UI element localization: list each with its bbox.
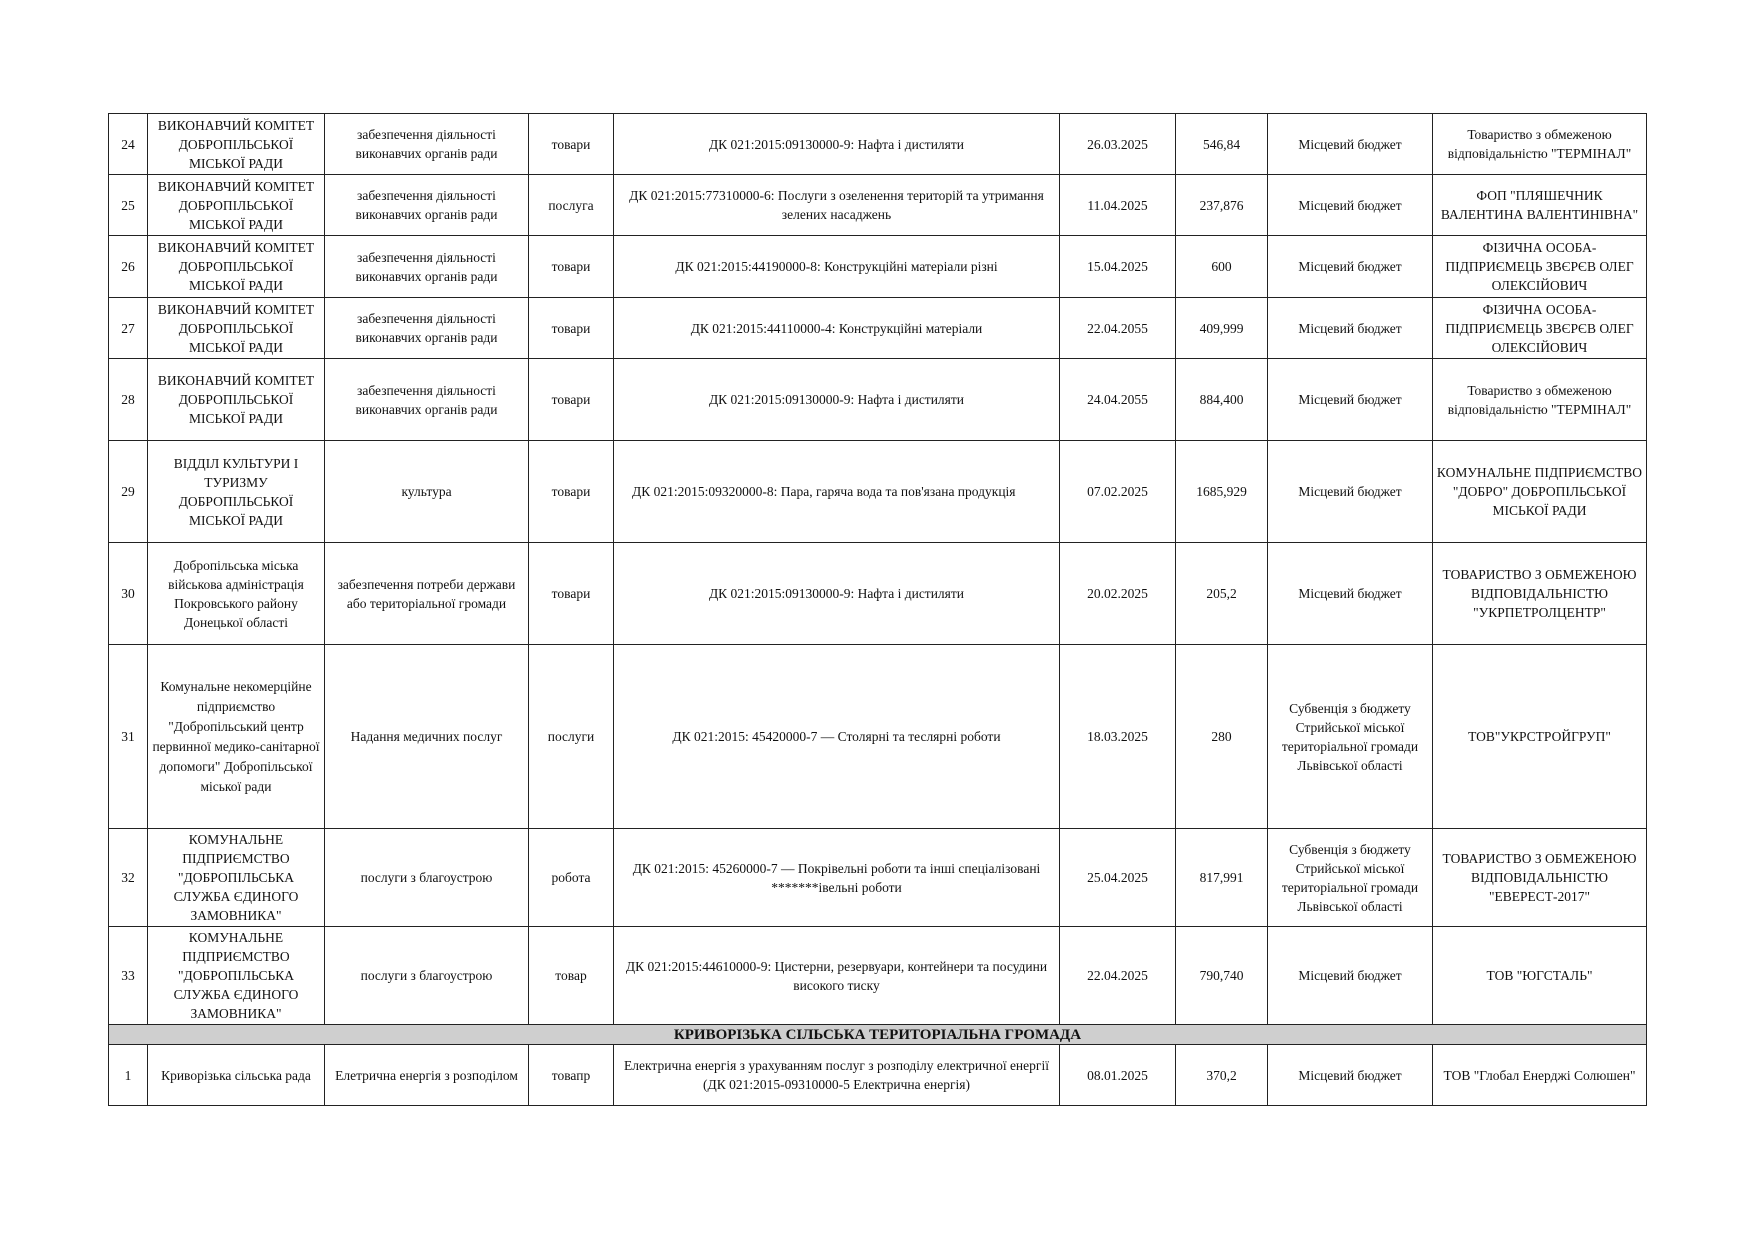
table-row [109,298,1647,359]
amount-cell: 237,876 [1176,175,1268,236]
funding-cell: Місцевий бюджет [1268,359,1433,441]
customer-cell: ВИКОНАВЧИЙ КОМІТЕТ ДОБРОПІЛЬСЬКОЇ МІСЬКОЇ РАДИ [148,114,325,175]
purpose-cell: послуги з благоустрою [325,927,529,1025]
amount-cell: 1685,929 [1176,441,1268,543]
date-cell: 26.03.2025 [1060,114,1176,175]
date-cell: 08.01.2025 [1060,1045,1176,1106]
purpose-cell: культура [325,441,529,543]
type-cell: послуги [529,645,614,829]
purpose-cell: забезпечення діяльності виконавчих органів ради [325,114,529,175]
item-cell: ДК 021:2015:09130000-9: Нафта і дистиляти [614,359,1060,441]
supplier-cell: Товариство з обмеженою відповідальністю "ТЕРМІНАЛ" [1433,114,1647,175]
customer-cell: ВИКОНАВЧИЙ КОМІТЕТ ДОБРОПІЛЬСЬКОЇ МІСЬКОЇ РАДИ [148,236,325,298]
item-cell: ДК 021:2015:44610000-9: Цистерни, резервуари, контейнери та посудини високого тиску [614,927,1060,1025]
row-number: 27 [109,298,148,359]
table-row [109,645,1647,829]
purpose-cell: Елетрична енергія з розподілом [325,1045,529,1106]
date-cell: 22.04.2025 [1060,927,1176,1025]
date-cell: 11.04.2025 [1060,175,1176,236]
amount-cell: 205,2 [1176,543,1268,645]
supplier-cell: ТОВ "Глобал Енерджі Солюшен" [1433,1045,1647,1106]
funding-cell: Місцевий бюджет [1268,441,1433,543]
funding-cell: Місцевий бюджет [1268,543,1433,645]
supplier-cell: ФІЗИЧНА ОСОБА-ПІДПРИЄМЕЦЬ ЗВЄРЄВ ОЛЕГ ОЛЕКСІЙОВИЧ [1433,298,1647,359]
row-number: 26 [109,236,148,298]
funding-cell: Місцевий бюджет [1268,298,1433,359]
customer-cell: ВИКОНАВЧИЙ КОМІТЕТ ДОБРОПІЛЬСЬКОЇ МІСЬКОЇ РАДИ [148,298,325,359]
type-cell: товапр [529,1045,614,1106]
item-cell: ДК 021:2015: 45420000-7 — Столярні та теслярні роботи [614,645,1060,829]
funding-cell: Місцевий бюджет [1268,114,1433,175]
supplier-cell: ФІЗИЧНА ОСОБА-ПІДПРИЄМЕЦЬ ЗВЄРЄВ ОЛЕГ ОЛЕКСІЙОВИЧ [1433,236,1647,298]
date-cell: 22.04.2055 [1060,298,1176,359]
date-cell: 15.04.2025 [1060,236,1176,298]
type-cell: товари [529,114,614,175]
row-number: 29 [109,441,148,543]
amount-cell: 280 [1176,645,1268,829]
table-row [109,175,1647,236]
amount-cell: 884,400 [1176,359,1268,441]
customer-cell: ВИКОНАВЧИЙ КОМІТЕТ ДОБРОПІЛЬСЬКОЇ МІСЬКОЇ РАДИ [148,359,325,441]
table-row [109,927,1647,1025]
date-cell: 20.02.2025 [1060,543,1176,645]
supplier-cell: ТОВ"УКРСТРОЙГРУП" [1433,645,1647,829]
purpose-cell: забезпечення потреби держави або територіальної громади [325,543,529,645]
row-number: 33 [109,927,148,1025]
row-number: 28 [109,359,148,441]
date-cell: 24.04.2055 [1060,359,1176,441]
item-cell: Електрична енергія з урахуванням послуг з розподілу електричної енергії (ДК 021:2015-09310000-5 Електрична енергія) [614,1045,1060,1106]
funding-cell: Місцевий бюджет [1268,175,1433,236]
funding-cell: Субвенція з бюджету Стрийської міської територіальної громади Львівської області [1268,829,1433,927]
item-cell: ДК 021:2015:44190000-8: Конструкційні матеріали різні [614,236,1060,298]
section-header-row [109,1025,1647,1045]
row-number: 24 [109,114,148,175]
purpose-cell: послуги з благоустрою [325,829,529,927]
table-row [109,236,1647,298]
customer-cell: Криворізька сільська рада [148,1045,325,1106]
amount-cell: 817,991 [1176,829,1268,927]
type-cell: робота [529,829,614,927]
row-number: 32 [109,829,148,927]
amount-cell: 600 [1176,236,1268,298]
procurement-table [108,113,1647,1106]
purpose-cell: Надання медичних послуг [325,645,529,829]
type-cell: товари [529,543,614,645]
item-cell: ДК 021:2015: 45260000-7 — Покрівельні роботи та інші спеціалізовані *******івельні роботи [614,829,1060,927]
table-row [109,441,1647,543]
purpose-cell: забезпечення діяльності виконавчих органів ради [325,175,529,236]
amount-cell: 409,999 [1176,298,1268,359]
table-row [109,114,1647,175]
row-number: 31 [109,645,148,829]
customer-cell: Комунальне некомерційне підприємство "Добропільський центр первинної медико-санітарної допомоги" Добропільської міської ради [148,645,325,829]
purpose-cell: забезпечення діяльності виконавчих органів ради [325,298,529,359]
row-number: 30 [109,543,148,645]
supplier-cell: ТОВАРИСТВО З ОБМЕЖЕНОЮ ВІДПОВІДАЛЬНІСТЮ "УКРПЕТРОЛЦЕНТР" [1433,543,1647,645]
type-cell: послуга [529,175,614,236]
table-row [109,543,1647,645]
funding-cell: Місцевий бюджет [1268,236,1433,298]
item-cell: ДК 021:2015:44110000-4: Конструкційні матеріали [614,298,1060,359]
purpose-cell: забезпечення діяльності виконавчих органів ради [325,236,529,298]
customer-cell: КОМУНАЛЬНЕ ПІДПРИЄМСТВО "ДОБРОПІЛЬСЬКА СЛУЖБА ЄДИНОГО ЗАМОВНИКА" [148,927,325,1025]
type-cell: товари [529,298,614,359]
type-cell: товар [529,927,614,1025]
funding-cell: Субвенція з бюджету Стрийської міської територіальної громади Львівської області [1268,645,1433,829]
type-cell: товари [529,236,614,298]
date-cell: 18.03.2025 [1060,645,1176,829]
row-number: 1 [109,1045,148,1106]
row-number: 25 [109,175,148,236]
amount-cell: 546,84 [1176,114,1268,175]
type-cell: товари [529,359,614,441]
supplier-cell: Товариство з обмеженою відповідальністю "ТЕРМІНАЛ" [1433,359,1647,441]
supplier-cell: КОМУНАЛЬНЕ ПІДПРИЄМСТВО "ДОБРО" ДОБРОПІЛЬСЬКОЇ МІСЬКОЇ РАДИ [1433,441,1647,543]
funding-cell: Місцевий бюджет [1268,927,1433,1025]
date-cell: 25.04.2025 [1060,829,1176,927]
item-cell: ДК 021:2015:09130000-9: Нафта і дистиляти [614,114,1060,175]
supplier-cell: ФОП "ПЛЯШЕЧНИК ВАЛЕНТИНА ВАЛЕНТИНІВНА" [1433,175,1647,236]
supplier-cell: ТОВАРИСТВО З ОБМЕЖЕНОЮ ВІДПОВІДАЛЬНІСТЮ "ЕВЕРЕСТ-2017" [1433,829,1647,927]
table-row [109,1045,1647,1106]
customer-cell: Добропільська міська військова адміністрація Покровського району Донецької області [148,543,325,645]
customer-cell: ВИКОНАВЧИЙ КОМІТЕТ ДОБРОПІЛЬСЬКОЇ МІСЬКОЇ РАДИ [148,175,325,236]
type-cell: товари [529,441,614,543]
item-cell: ДК 021:2015:09130000-9: Нафта і дистиляти [614,543,1060,645]
section-title: КРИВОРІЗЬКА СІЛЬСЬКА ТЕРИТОРІАЛЬНА ГРОМАДА [109,1025,1647,1045]
customer-cell: ВІДДІЛ КУЛЬТУРИ І ТУРИЗМУ ДОБРОПІЛЬСЬКОЇ МІСЬКОЇ РАДИ [148,441,325,543]
item-cell: ДК 021:2015:77310000-6: Послуги з озеленення територій та утримання зелених насаджень [614,175,1060,236]
purpose-cell: забезпечення діяльності виконавчих органів ради [325,359,529,441]
amount-cell: 370,2 [1176,1045,1268,1106]
customer-cell: КОМУНАЛЬНЕ ПІДПРИЄМСТВО "ДОБРОПІЛЬСЬКА СЛУЖБА ЄДИНОГО ЗАМОВНИКА" [148,829,325,927]
table-row [109,829,1647,927]
item-cell: ДК 021:2015:09320000-8: Пара, гаряча вода та пов'язана продукція [614,441,1060,543]
amount-cell: 790,740 [1176,927,1268,1025]
date-cell: 07.02.2025 [1060,441,1176,543]
funding-cell: Місцевий бюджет [1268,1045,1433,1106]
supplier-cell: ТОВ "ЮГСТАЛЬ" [1433,927,1647,1025]
table-row [109,359,1647,441]
